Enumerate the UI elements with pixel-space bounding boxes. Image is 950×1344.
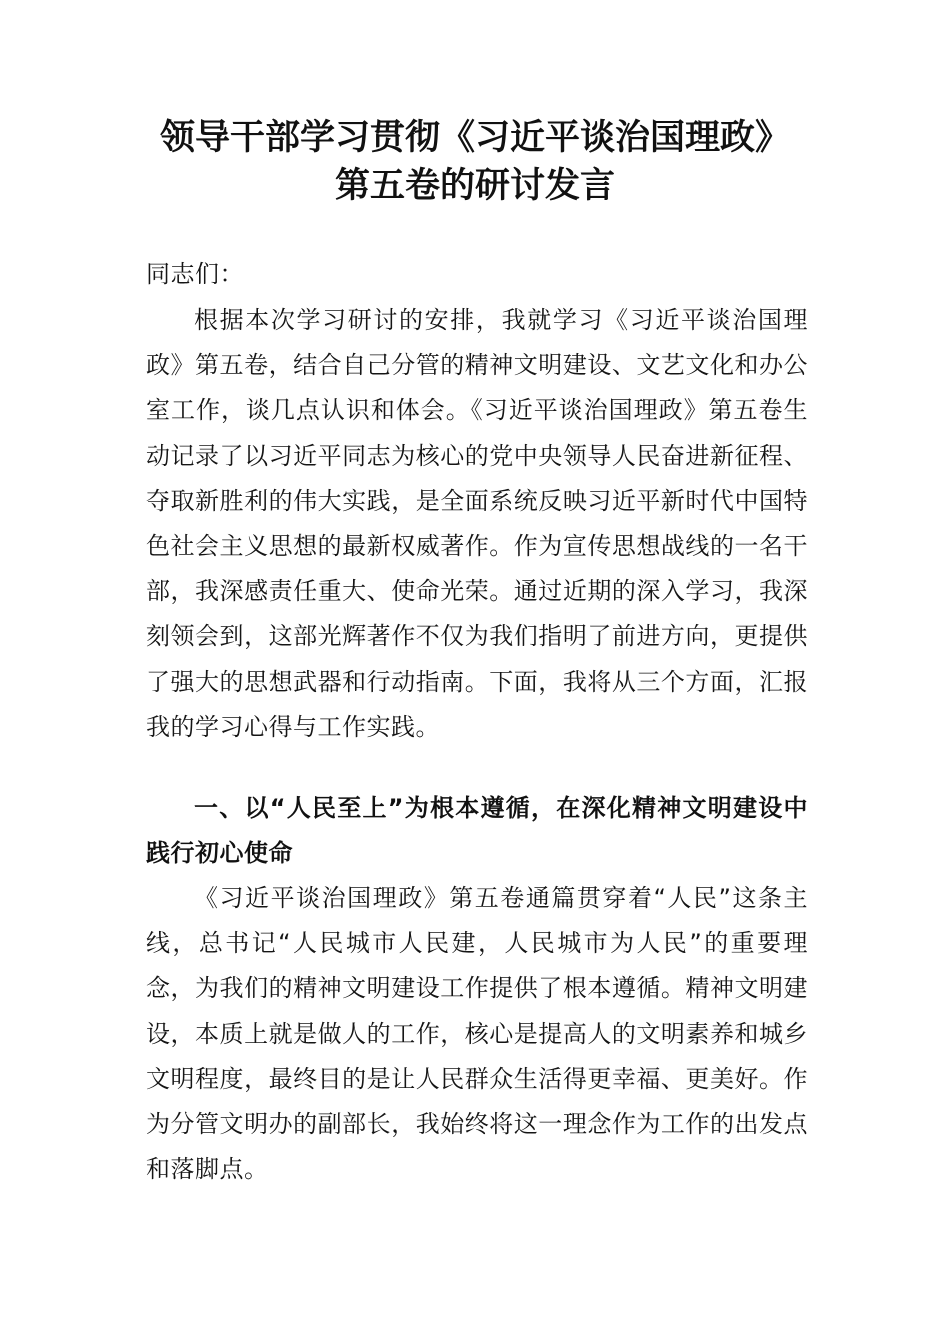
section-heading-1: 一、以“人民至上”为根本遵循，在深化精神文明建设中践行初心使命 xyxy=(146,794,808,868)
paragraph-intro: 根据本次学习研讨的安排，我就学习《习近平谈治国理政》第五卷，结合自己分管的精神文明建设、文艺文化和办公室工作，谈几点认识和体会。《习近平谈治国理政》第五卷生动记录了以习近平同志为核心的党中央领导人民奋进新征程、夺取新胜利的伟大实践，是全面系统反映习近平新时代中国特色社会主义思想的最新权威著作。作为宣传思想战线的一名干部，我深感责任重大、使命光荣。通过近期的深入学习，我深刻领会到，这部光辉著作不仅为我们指明了前进方向，更提供了强大的思想武器和行动指南。下面，我将从三个方面，汇报我的学习心得与工作实践。 xyxy=(146,306,808,741)
document-title-line-1: 领导干部学习贯彻《习近平谈治国理政》 xyxy=(159,117,790,158)
paragraph-section-1: 《习近平谈治国理政》第五卷通篇贯穿着“人民”这条主线，总书记“人民城市人民建，人民城市为人民”的重要理念，为我们的精神文明建设工作提供了根本遵循。精神文明建设，本质上就是做人的工作，核心是提高人的文明素养和城乡文明程度，最终目的是让人民群众生活得更幸福、更美好。作为分管文明办的副部长，我始终将这一理念作为工作的出发点和落脚点。 xyxy=(146,884,808,1184)
document-title-line-2: 第五卷的研讨发言 xyxy=(334,165,615,206)
greeting: 同志们： xyxy=(146,260,244,288)
